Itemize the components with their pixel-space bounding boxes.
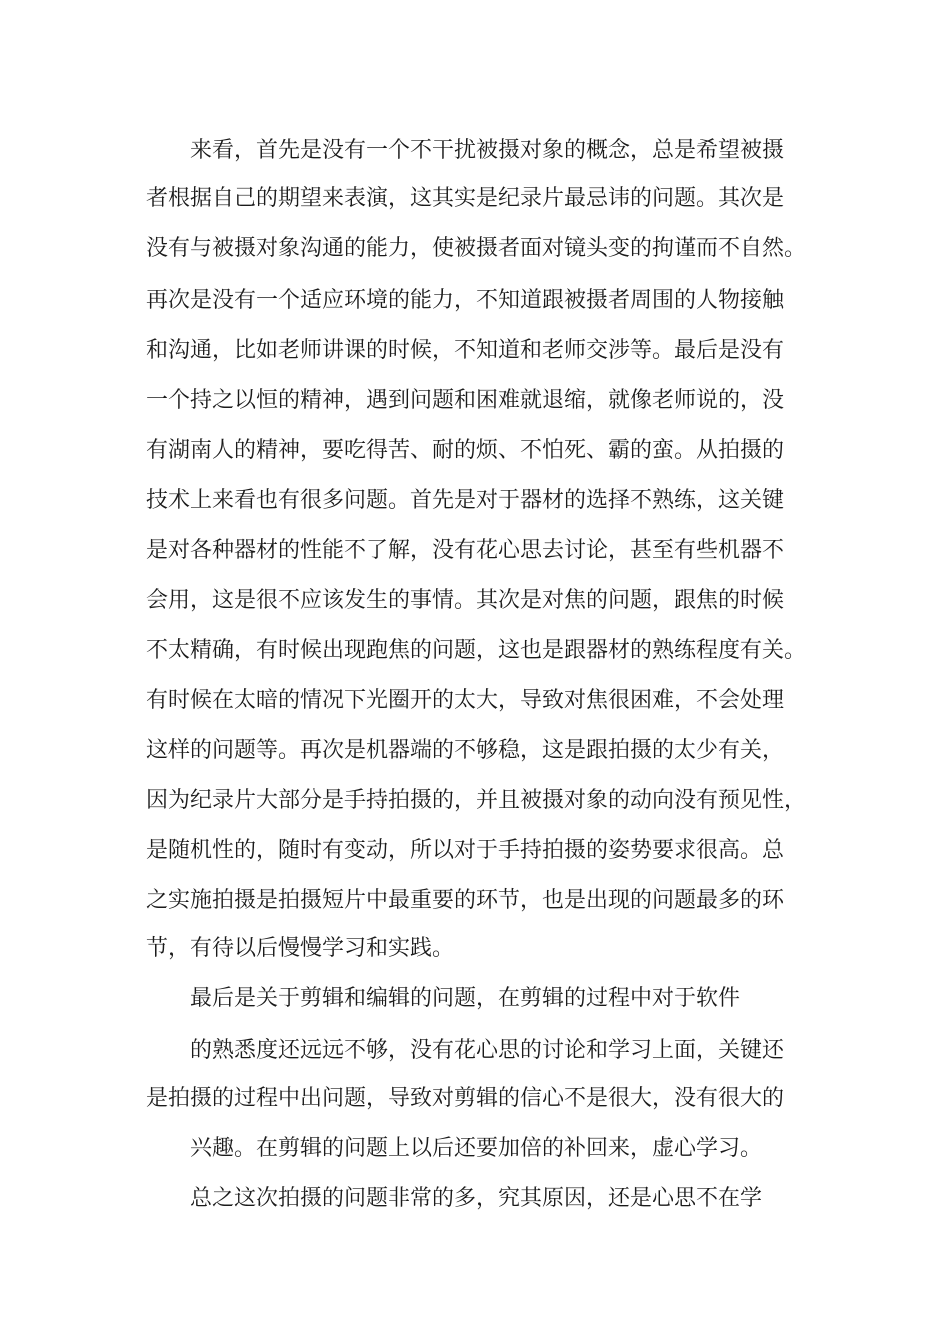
text-line: 这样的问题等。再次是机器端的不够稳，这是跟拍摄的太少有关， bbox=[146, 738, 785, 763]
text-line: 节，有待以后慢慢学习和实践。 bbox=[146, 936, 455, 961]
text-line: 有湖南人的精神，要吃得苦、耐的烦、不怕死、霸的蛮。从拍摄的 bbox=[146, 438, 785, 463]
text-line: 没有与被摄对象沟通的能力，使被摄者面对镜头变的拘谨而不自然。 bbox=[146, 236, 807, 261]
text-line: 来看，首先是没有一个不干扰被摄对象的概念，总是希望被摄 bbox=[190, 138, 785, 163]
text-line: 一个持之以恒的精神，遇到问题和困难就退缩，就像老师说的，没 bbox=[146, 388, 785, 413]
text-line: 会用，这是很不应该发生的事情。其次是对焦的问题，跟焦的时候 bbox=[146, 588, 785, 613]
text-line: 是拍摄的过程中出问题，导致对剪辑的信心不是很大，没有很大的 bbox=[146, 1086, 785, 1111]
text-line: 是随机性的，随时有变动，所以对于手持拍摄的姿势要求很高。总 bbox=[146, 838, 785, 863]
text-line: 者根据自己的期望来表演，这其实是纪录片最忌讳的问题。其次是 bbox=[146, 186, 785, 211]
text-line: 因为纪录片大部分是手持拍摄的，并且被摄对象的动向没有预见性， bbox=[146, 788, 807, 813]
text-line: 最后是关于剪辑和编辑的问题，在剪辑的过程中对于软件 bbox=[190, 986, 741, 1011]
text-line: 的熟悉度还远远不够，没有花心思的讨论和学习上面，关键还 bbox=[190, 1038, 785, 1063]
text-line: 总之这次拍摄的问题非常的多，究其原因，还是心思不在学 bbox=[190, 1186, 763, 1211]
text-line: 不太精确，有时候出现跑焦的问题，这也是跟器材的熟练程度有关。 bbox=[146, 638, 807, 663]
text-line: 兴趣。在剪辑的问题上以后还要加倍的补回来，虚心学习。 bbox=[190, 1136, 763, 1161]
text-line: 和沟通，比如老师讲课的时候，不知道和老师交涉等。最后是没有 bbox=[146, 338, 785, 363]
text-line: 有时候在太暗的情况下光圈开的太大，导致对焦很困难，不会处理 bbox=[146, 688, 785, 713]
text-line: 技术上来看也有很多问题。首先是对于器材的选择不熟练，这关键 bbox=[146, 488, 785, 513]
text-line: 是对各种器材的性能不了解，没有花心思去讨论，甚至有些机器不 bbox=[146, 538, 785, 563]
text-line: 再次是没有一个适应环境的能力，不知道跟被摄者周围的人物接触 bbox=[146, 288, 785, 313]
text-line: 之实施拍摄是拍摄短片中最重要的环节，也是出现的问题最多的环 bbox=[146, 888, 785, 913]
